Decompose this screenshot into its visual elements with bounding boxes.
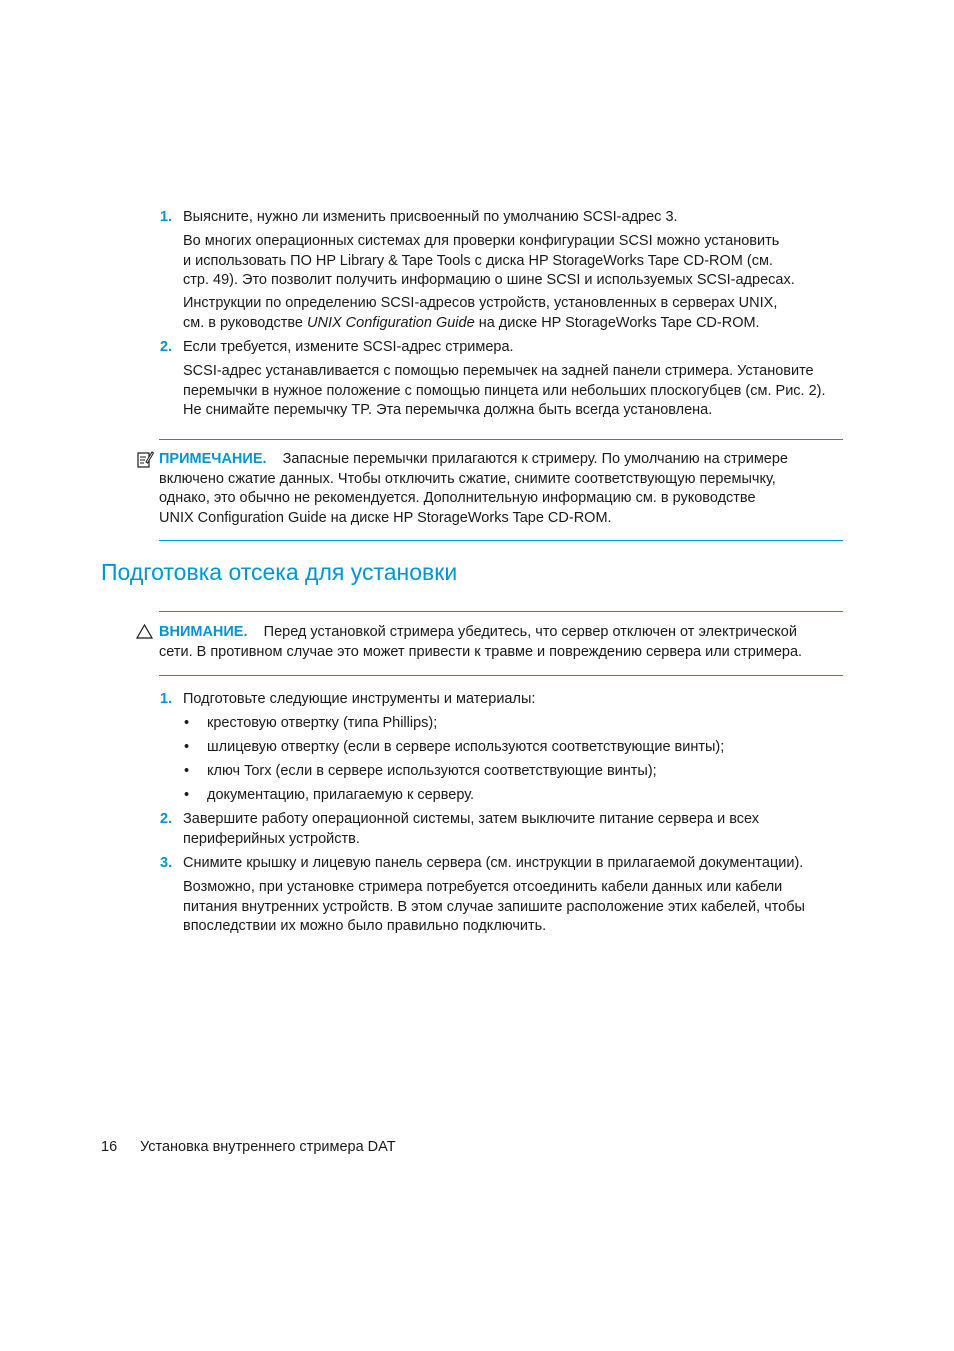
- text-run: Перед установкой стримера убедитесь, что сервер отключен от электрической: [263, 624, 797, 640]
- text-run: см. в руководстве: [183, 314, 308, 331]
- bullet-item: документацию, прилагаемую к серверу.: [207, 787, 475, 803]
- paragraph-line: [183, 314, 843, 334]
- paragraph-line: SCSI-адрес устанавливается с помощью перемычек на задней панели стримера. Установите: [183, 363, 814, 379]
- step-paragraph: [183, 878, 843, 937]
- footer-title: Установка внутреннего стримера DAT: [140, 1139, 396, 1155]
- step-title-text: Подготовьте следующие инструменты и материалы:: [183, 691, 536, 707]
- note-line: однако, это обычно не рекомендуется. Дополнительную информацию см. в руководстве: [159, 490, 756, 506]
- step-number: 1.: [160, 209, 173, 225]
- caution-first-line: [159, 623, 849, 643]
- note-first-line: [159, 450, 849, 470]
- step-title-text: Снимите крышку и лицевую панель сервера (см. инструкции в прилагаемой документации).: [183, 855, 804, 871]
- guide-title: UNIX Configuration Guide: [307, 314, 475, 331]
- section-heading: Подготовка отсека для установки: [101, 559, 458, 585]
- step-number: 2.: [160, 339, 173, 355]
- step-paragraph: [183, 362, 843, 421]
- step-title: [183, 208, 843, 228]
- step-number: 2.: [160, 811, 173, 827]
- bullet-item: крестовую отвертку (типа Phillips);: [207, 715, 438, 731]
- caution-bottom-rule: [159, 675, 843, 676]
- step-number: 1.: [160, 691, 173, 707]
- paragraph-line: Инструкции по определению SCSI-адресов устройств, установленных в серверах UNIX,: [183, 295, 778, 311]
- caution-content: [159, 623, 849, 662]
- note-top-rule: [159, 439, 843, 440]
- paragraph-line: Не снимайте перемычку TP. Эта перемычка должна быть всегда установлена.: [183, 402, 713, 418]
- step-title: [183, 690, 843, 710]
- step-title-text: Если требуется, измените SCSI-адрес стримера.: [183, 339, 514, 355]
- note-label: ПРИМЕЧАНИЕ.: [159, 451, 267, 467]
- paragraph-line: и использовать ПО HP Library & Tape Tools с диска HP StorageWorks Tape CD-ROM (см.: [183, 252, 773, 269]
- text-run: Запасные перемычки прилагаются к стримеру. По умолчанию на стримере: [282, 451, 788, 467]
- paragraph-line: перемычки в нужное положение с помощью пинцета или небольших плоскогубцев (см. Рис. 2).: [183, 382, 826, 399]
- warning-triangle-icon: [136, 624, 153, 639]
- note-pencil-icon: [137, 450, 154, 469]
- step-number: 3.: [160, 855, 173, 871]
- step-paragraph: [183, 232, 843, 291]
- paragraph-line: Во многих операционных системах для проверки конфигурации SCSI можно установить: [183, 233, 780, 249]
- note-line: включено сжатие данных. Чтобы отключить сжатие, снимите соответствующую перемычку,: [159, 470, 776, 487]
- caution-label: ВНИМАНИЕ.: [159, 624, 248, 640]
- step-title-text: Завершите работу операционной системы, затем выключите питание сервера и всех: [183, 811, 759, 827]
- caution-line: сети. В противном случае это может привести к травме и повреждению сервера или стримера.: [159, 643, 803, 660]
- paragraph-line: питания внутренних устройств. В этом случае запишите расположение этих кабелей, чтобы: [183, 898, 805, 915]
- paragraph-line: впоследствии их можно было правильно подключить.: [183, 918, 547, 934]
- paragraph-line: стр. 49). Это позволит получить информацию о шине SCSI и используемых SCSI-адресах.: [183, 272, 795, 288]
- note-line: UNIX Configuration Guide на диске HP StorageWorks Tape CD-ROM.: [159, 509, 612, 526]
- page-number: 16: [101, 1139, 118, 1155]
- bullet-marker: •: [184, 715, 190, 731]
- note-content: [159, 450, 849, 528]
- bullet-marker: •: [184, 787, 190, 803]
- text-run: на диске HP StorageWorks Tape CD-ROM.: [474, 314, 760, 331]
- bullet-marker: •: [184, 739, 190, 755]
- step-title: [183, 338, 843, 358]
- bullet-item: шлицевую отвертку (если в сервере используются соответствующие винты);: [207, 739, 725, 755]
- paragraph-line: Возможно, при установке стримера потребуется отсоединить кабели данных или кабели: [183, 879, 783, 895]
- bullet-marker: •: [184, 763, 190, 779]
- note-bottom-rule: [159, 540, 843, 541]
- step-title-text: периферийных устройств.: [183, 830, 360, 847]
- step-paragraph: [183, 294, 843, 333]
- bullet-item: ключ Torx (если в сервере используются соответствующие винты);: [207, 763, 657, 779]
- caution-top-rule: [159, 611, 843, 612]
- step-title-text: Выясните, нужно ли изменить присвоенный по умолчанию SCSI-адрес 3.: [183, 209, 678, 225]
- step-title: [183, 854, 843, 874]
- step-title: [183, 810, 843, 849]
